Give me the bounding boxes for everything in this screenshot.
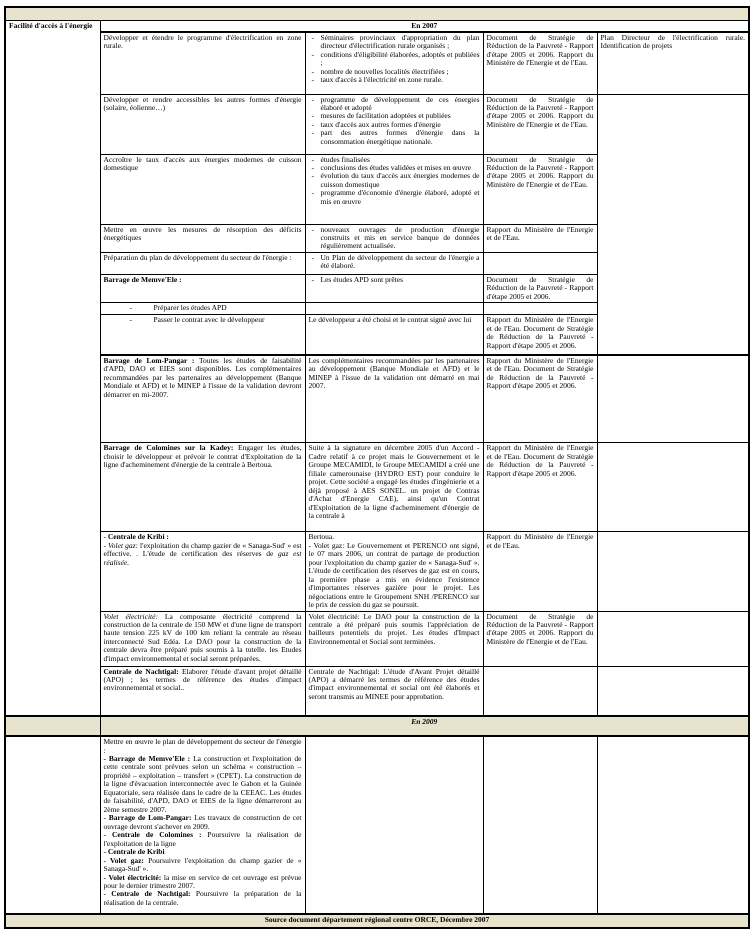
result-text: Centrale de Nachtigal: L'étude d'Avant Projet détaillé (APO) a démarré les termes de référence des études d'impact environnemental et social ont été élaborés et seront transmis au MINEE pour approbation. — [308, 666, 480, 701]
source-text: Document de Stratégie de Réduction de la Pauvreté - Rapport d'étape 2005 et 2006. Rapport du Ministère de l'Energie et de l'Eau. — [486, 154, 594, 189]
table-row — [5, 20, 749, 32]
source-cell — [483, 94, 597, 154]
indicator-item: - programme de développement de ces énergies élaboré et adopté — [309, 96, 480, 113]
volet-gaz-label: - Volet gaz: — [103, 540, 141, 550]
action-detail: Elaborer l'étude d'avant projet détaillé (APO) ; les termes de référence des études d'impact environnemental et social.. — [103, 666, 302, 693]
source-footer-cell — [5, 914, 749, 928]
section-2009-header — [100, 716, 749, 736]
plan-item-label: - Centrale de Kribi — [103, 847, 165, 857]
observation-cell-empty — [597, 532, 749, 611]
source-footer-text: Source document département régional centre ORCE, Décembre 2007 — [264, 915, 490, 925]
action-text — [104, 357, 302, 399]
plan-item — [104, 890, 302, 907]
plan-item-label: - Centrale de Colomines : — [103, 830, 208, 840]
indicator-item: - taux d'accès aux autres formes d'énergie — [309, 121, 480, 129]
result-text: - Volet gaz: Le Gouvernement et PERENCO ont signé, le 07 mars 2006, un contrat de partage de production pour l'exploitation du champ gazier de « Sanaga-Sud' ». L'étude de certification des réserves de gaz est en cours, la première phase a mis en évidence l'existence d'importantes réserves gazière pour le projet. Les négociations entre le Groupement SNH /PERENCO sur le prix de cession du gaz se poursuit. — [308, 540, 480, 610]
plan-item-text: Poursuivre l'exploitation du champ gazier de « Sanaga-Sud' ». — [103, 855, 302, 874]
table-row — [5, 32, 749, 94]
action-detail: l'exploitation du champ gazier de « Sanaga-Sud' » est effective. . L'étude de certification des réserves de — [103, 540, 302, 559]
plan-item-text: Mettre en œuvre le plan de développement du secteur de l'énergie : — [103, 737, 302, 755]
sub-action-text: - Préparer les études APD — [104, 304, 302, 312]
project-label: Barrage de Colomines sur la Kadey: — [103, 443, 238, 453]
plan-2009-cell — [100, 736, 305, 914]
plan-item — [104, 874, 302, 891]
source-cell — [483, 224, 597, 252]
plan-item — [104, 755, 302, 814]
action-cell — [100, 355, 305, 443]
observation-cell-empty — [597, 666, 749, 716]
action-detail: Toutes les études de faisabilité d'APD, DAO et EIES sont disponibles. Les complémentaires recommandées par les partenaires au développement (Banque Mondiale et AFD) et le MINEP à l'issue de la validation devront démarrer en mi-2007. — [103, 355, 302, 399]
plan-2009-intro — [104, 738, 302, 755]
plan-item-text: Les travaux de construction de cet ouvrage devront s'achever en 2009. — [103, 813, 302, 831]
indicator-item: - part des autres formes d'énergie dans la consommation énergétique nationale. — [309, 129, 480, 146]
indicator-item: - Un Plan de développement du secteur de l'énergie a été élaboré. — [309, 254, 480, 271]
result-cell — [305, 532, 483, 611]
section-2007-header: En 2007 — [100, 20, 749, 32]
results-matrix-table — [4, 6, 750, 929]
result-cell — [305, 443, 483, 532]
action-text: Accroître le taux d'accès aux énergies modernes de cuisson domestique — [103, 154, 302, 172]
observation-text: Plan Directeur de l'électrification rurale. Identification de projets — [600, 33, 746, 51]
table-row — [5, 914, 749, 928]
source-cell — [483, 532, 597, 611]
category-cell — [5, 20, 100, 716]
table-row — [5, 7, 749, 20]
indicator-cell — [305, 274, 483, 302]
action-cell — [100, 252, 305, 274]
observation-cell-empty — [597, 443, 749, 532]
indicator-item: - nombre de nouvelles localités électrifiées ; — [309, 68, 480, 76]
action-text: Développer et rendre accessibles les autres formes d'énergie (solaire, éolienne…) — [103, 94, 302, 112]
project-label: Barrage de Lom-Pangar : — [103, 355, 199, 365]
indicator-item: - Séminaires provinciaux d'appropriation du plan directeur d'électrification rurale organisés ; — [309, 34, 480, 51]
source-text: Rapport du Ministère de l'Energie et de l'Eau. — [486, 224, 594, 242]
result-cell-empty — [305, 736, 483, 914]
indicator-item: - études finalisées — [309, 156, 480, 164]
source-text: Rapport du Ministère de l'Energie et de l'Eau. — [486, 532, 594, 550]
source-cell — [483, 32, 597, 94]
result-cell — [305, 611, 483, 666]
source-text: Document de Stratégie de Réduction de la Pauvreté - Rapport d'étape 2005 et 2006. Rapport du Ministère de l'Energie et de l'Eau. — [486, 94, 594, 129]
source-cell — [483, 443, 597, 532]
action-text — [104, 668, 302, 693]
sub-action-text: - Passer le contrat avec le développeur — [104, 316, 302, 324]
indicator-item: - mesures de facilitation adoptées et publiées — [309, 112, 480, 120]
source-cell — [483, 154, 597, 224]
source-text: Rapport du Ministère de l'Energie et de l'Eau. Document de Stratégie de Réduction de la Pauvreté - Rapport d'étape 2005 et 2006. — [486, 355, 594, 391]
result-text: Suite à la signature en décembre 2005 d'un Accord - Cadre relatif à ce projet mais le Gouvernement et le Groupe MECAMIDI, le Groupe MECAMIDI a créé une filiale camerounaise (HYDRO EST) pour conduire le projet. Cette société a engagé les études d'ingénierie et a déjà proposé à AES SONEL. un projet de Contras d'Achat d'Energie CAE), ainsi qu'un Contrat d'Exploitation de la ligne d'acheminement d'énergie de la centrale à — [308, 443, 480, 521]
indicator-cell — [305, 224, 483, 252]
plan-item-text: La construction et l'exploitation de cette centrale sont prévues selon un schéma « construction – propriété – exploitation – transfert » (CPET). La construction de la ligne d'évacuation interconnectée avec le Gabon et la Guinée Equatoriale, sera réalisée dans le cadre de la CEEAC. Les études de faisabilité, d'APD, DAO et EIES de la ligne démarreront au 2ème semestre 2007. — [103, 753, 302, 814]
result-text: Le développeur a été choisi et le contrat signé avec lui — [308, 315, 472, 325]
indicator-cell — [305, 32, 483, 94]
indicator-cell — [305, 252, 483, 274]
indicator-cell — [305, 303, 483, 315]
plan-item-text: Poursuivre la préparation de la réalisation de la centrale. — [103, 889, 302, 907]
observation-cell-empty — [597, 355, 749, 443]
indicator-item: - évolution du taux d'accès aux énergies modernes de cuisson domestique — [309, 172, 480, 189]
category-cell-empty — [5, 716, 100, 736]
category-cell-empty — [5, 736, 100, 914]
source-cell — [483, 274, 597, 302]
indicator-item: - taux d'accès à l'électricité en zone rurale. — [309, 76, 480, 84]
observation-cell-empty — [597, 736, 749, 914]
volet-electricite-label: Volet électricité: — [103, 611, 165, 621]
result-text: Les complémentaires recommandées par les partenaires au développement (Banque Mondiale et AFD) et le MINEP à l'issue de la validation ont démarré en mai 2007. — [308, 355, 480, 391]
action-text: Préparation du plan de développement du secteur de l'énergie : — [103, 252, 292, 262]
source-cell — [483, 611, 597, 666]
plan-item — [104, 814, 302, 831]
observation-cell — [597, 32, 749, 94]
source-cell — [483, 303, 597, 315]
result-cell — [305, 355, 483, 443]
source-cell — [483, 355, 597, 443]
result-text: Volet électricité: Le DAO pour la construction de la centrale a été préparé puis soumis l'appréciation de bailleurs potentiels du projet. Les études d'Impact Environnemental et Social sont terminées. — [308, 611, 480, 646]
action-text — [104, 542, 302, 567]
table-row — [5, 94, 749, 154]
plan-item — [104, 831, 302, 848]
table-row — [5, 666, 749, 716]
action-cell — [100, 274, 305, 302]
action-cell — [100, 154, 305, 224]
plan-item-label: - Barrage de Memve'Ele : — [103, 753, 194, 763]
observation-cell-empty — [597, 611, 749, 666]
table-row — [5, 736, 749, 914]
action-cell — [100, 315, 305, 355]
plan-item-label: - Volet électricité: — [103, 872, 164, 882]
project-label: Barrage de Memve'Ele : — [103, 274, 182, 284]
observation-cell-empty — [597, 94, 749, 355]
table-row — [5, 355, 749, 443]
source-text: Rapport du Ministère de l'Energie et de l'Eau. Document de Stratégie de Réduction de la Pauvreté - Rapport d'étape 2005 et 2006. — [486, 315, 594, 350]
project-label: - Centrale de Kribi : — [103, 532, 169, 542]
action-detail: La composante électricité comprend la construction de la centrale de 150 MW et d'une ligne de transport haute tension 225 kV de 100 km reliant la centrale au réseau interconnecté Sud Edéa. Le DAO pour la construction de la centrale devra être préparé puis soumis à la tutelle. les Etudes d'impact environnemental et social seront préparées. — [103, 611, 302, 663]
table-row — [5, 716, 749, 736]
result-cell — [305, 315, 483, 355]
action-detail: Engager les études, choisir le développeur et prévoir le contrat d'Exploitation de la ligne d'acheminement d'énergie de la centrale à Bertoua. — [103, 443, 302, 470]
action-cell — [100, 32, 305, 94]
project-label: Centrale de Nachtigal: — [103, 666, 183, 676]
plan-item-label: - Centrale de Nachtigal: — [103, 889, 196, 899]
source-text: Rapport du Ministère de l'Energie et de l'Eau. Document de Stratégie de Réduction de la Pauvreté - Rapport d'étape 2005 et 2006. — [486, 443, 594, 478]
table-row — [5, 611, 749, 666]
action-cell — [100, 94, 305, 154]
action-detail-italic: gaz est réalisée. — [103, 549, 302, 567]
result-cell — [305, 666, 483, 716]
document-page — [4, 6, 748, 929]
table-row — [5, 443, 749, 532]
action-cell — [100, 303, 305, 315]
indicator-item: - conclusions des études validées et mises en œuvre — [309, 164, 480, 172]
action-cell — [100, 532, 305, 611]
source-text: Document de Stratégie de Réduction de la Pauvreté - Rapport d'étape 2005 et 2006. Rapport du Ministère de l'Energie et de l'Eau. — [486, 33, 594, 68]
indicator-item: - nouveaux ouvrages de production d'énergie construits et mis en service banque de données régulièrement actualisée. — [309, 226, 480, 251]
source-cell — [483, 315, 597, 355]
category-label: Facilité d'accès à l'énergie — [9, 20, 93, 30]
action-text: Mettre en œuvre les mesures de résorption des déficits énergétiques — [103, 224, 302, 242]
table-row — [5, 532, 749, 611]
plan-item-text: la mise en service de cet ouvrage est prévue pour le dernier trimestre 2007. — [103, 872, 302, 890]
action-cell — [100, 224, 305, 252]
indicator-item: - Les études APD sont prêtes — [309, 276, 480, 284]
plan-item-label: - Barrage de Lom-Pangar: — [103, 813, 195, 823]
source-cell-empty — [483, 736, 597, 914]
action-text — [104, 444, 302, 469]
section-2009-label: En 2009 — [411, 717, 438, 727]
action-cell — [100, 443, 305, 532]
source-cell — [483, 252, 597, 274]
plan-item-label: - Volet gaz: — [103, 855, 149, 865]
source-text: Document de Stratégie de Réduction de la Pauvreté - Rapport d'étape 2005 et 2006. Rapport du Ministère de l'Energie et de l'Eau. — [486, 611, 594, 646]
action-cell — [100, 666, 305, 716]
plan-item — [104, 857, 302, 874]
indicator-item: - programme d'économie d'énergie élaboré, adopté et mis en œuvre — [309, 189, 480, 206]
action-text: Développer et étendre le programme d'électrification en zone rurale. — [103, 33, 302, 51]
result-carryover: Bertoua. — [308, 532, 335, 542]
source-text: Document de Stratégie de Réduction de la Pauvreté - Rapport d'étape 2005 et 2006. — [486, 274, 594, 301]
indicator-cell — [305, 94, 483, 154]
indicator-cell — [305, 154, 483, 224]
indicator-item: - conditions d'éligibilité élaborées, adoptés et publiées ; — [309, 51, 480, 68]
action-cell — [100, 611, 305, 666]
plan-item-text: Poursuivre la réalisation de l'exploitation de la ligne — [103, 830, 302, 848]
action-text — [104, 613, 302, 664]
source-cell — [483, 666, 597, 716]
top-band-cell — [5, 7, 749, 20]
